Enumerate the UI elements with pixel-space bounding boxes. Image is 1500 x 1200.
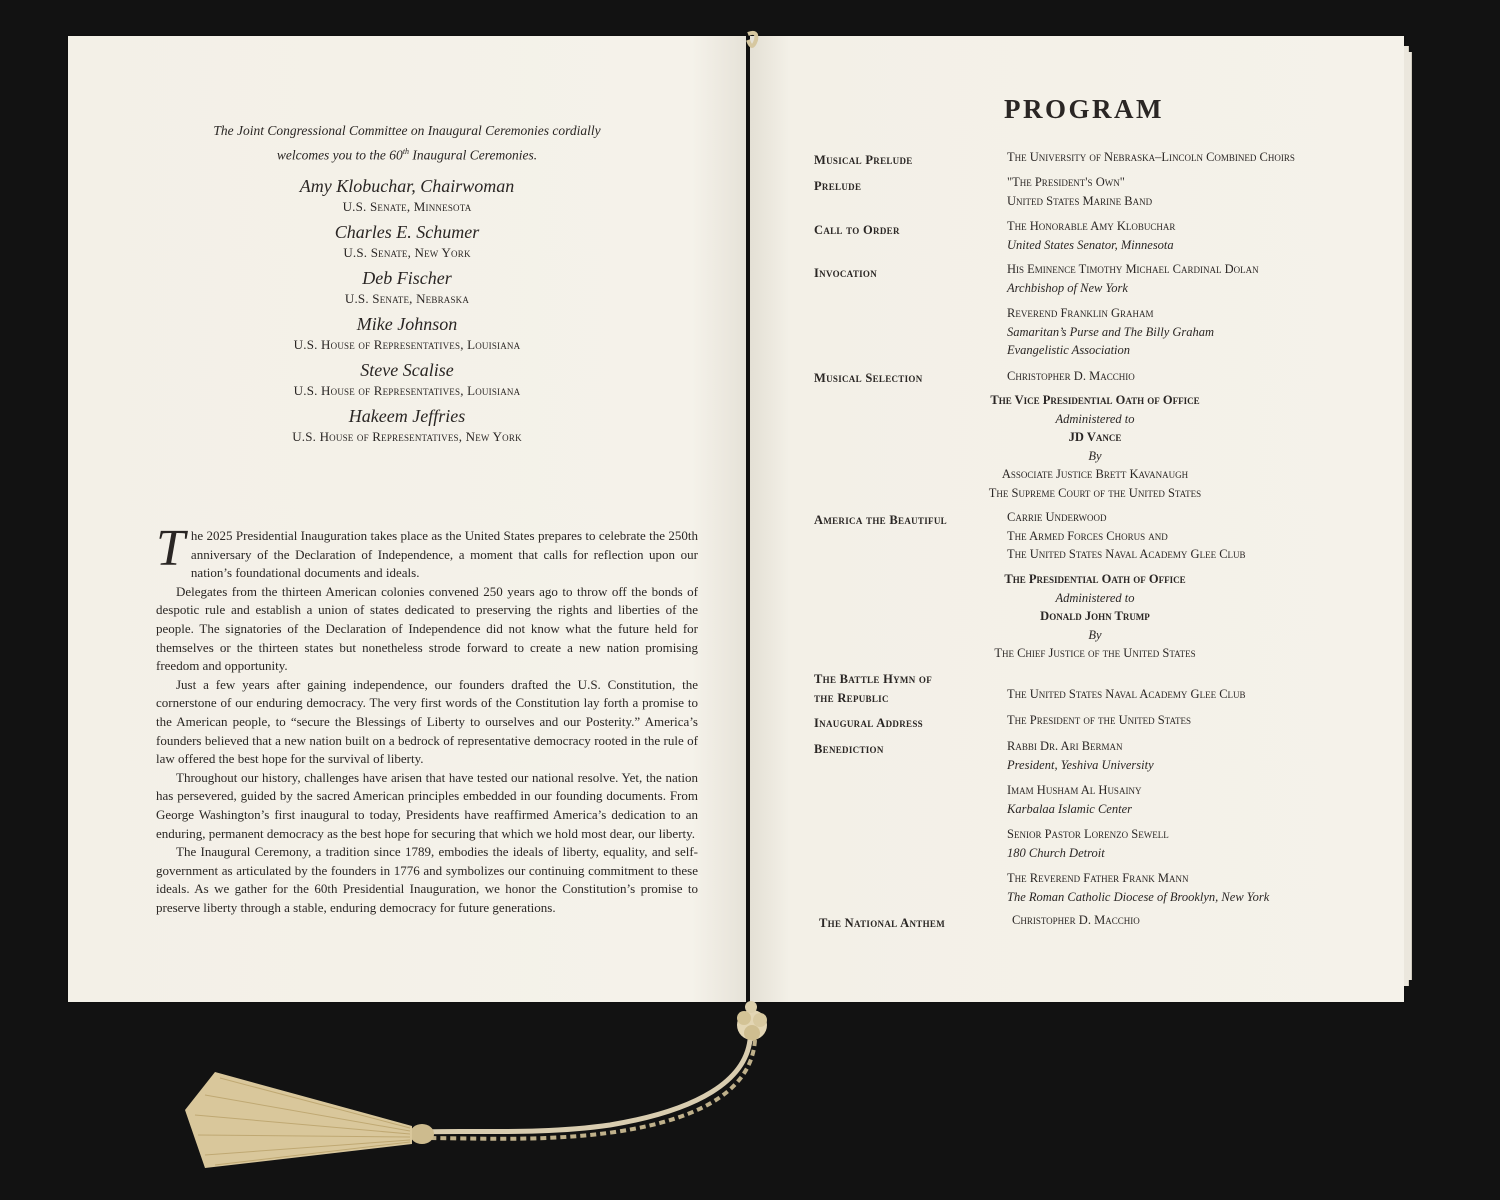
program-label-national-anthem: The National Anthem — [819, 916, 945, 930]
program-label-benediction: Benediction — [814, 742, 884, 756]
member-name: Charles E. Schumer — [334, 221, 480, 242]
tassel-knot — [737, 1001, 767, 1041]
member-name: Deb Fischer — [362, 267, 452, 288]
program-value-musical-prelude: The University of Nebraska–Lincoln Combined Choirs — [1007, 150, 1295, 164]
member-title: U.S. Senate, Nebraska — [344, 290, 470, 306]
program-label-america-the-beautiful: America the Beautiful — [814, 513, 947, 527]
member-title: U.S. House of Representatives, Louisiana — [293, 382, 521, 398]
member-name: Mike Johnson — [356, 313, 458, 334]
program-value-battle-hymn: The United States Naval Academy Glee Club — [1007, 687, 1246, 701]
program-value-national-anthem: Christopher D. Macchio — [1012, 913, 1140, 927]
essay-paragraph: Just a few years after gaining independence, our founders drafted the U.S. Constitution, the cornerstone of our enduring democracy. The very first words of the Constitution lay forth a promise to the American people, to “secure the Blessings of Liberty to ourselves and our Posterity.” America’s founders believed that a new nation built on a bedrock of representative democracy rooted in the rule of law offered the best hope for the survival of liberty. — [156, 676, 698, 767]
program-value-america-the-beautiful: Carrie Underwood The Armed Forces Chorus and The United States Naval Academy Glee Club — [1007, 510, 1246, 561]
program-label-prelude: Prelude — [814, 179, 862, 193]
essay-paragraph: The Inaugural Ceremony, a tradition since 1789, embodies the ideals of liberty, equality, and self-government as articulated by the founders in 1776 and symbolizes our continuing commitment to these ideals. As we gather for the 60th Presidential Inauguration, we honor the Constitution’s promise to preserve liberty through a stable, enduring democracy for future generations. — [156, 844, 698, 915]
program-label-invocation: Invocation — [814, 266, 878, 280]
program-label-battle-hymn: The Battle Hymn of the Republic — [814, 672, 933, 705]
essay-paragraph: The 2025 Presidential Inauguration takes place as the United States prepares to celebrate the 250th anniversary of the Declaration of Independence, a moment that calls for reflection upon our nation’s foundational documents and ideals. — [156, 520, 698, 581]
program-label-musical-selection: Musical Selection — [814, 371, 923, 385]
member-name: Hakeem Jeffries — [348, 405, 466, 426]
program-value-prelude: "The President's Own" United States Marine Band — [1007, 175, 1153, 208]
member-name: Steve Scalise — [360, 359, 454, 380]
drop-cap: T — [156, 520, 185, 577]
program-value-call-to-order: The Honorable Amy Klobuchar United States Senator, Minnesota — [1007, 219, 1176, 252]
tassel-cap — [410, 1124, 434, 1144]
program-label-inaugural-address: Inaugural Address — [814, 716, 923, 730]
program-label-call-to-order: Call to Order — [814, 223, 900, 237]
vp-oath-block: The Vice Presidential Oath of Office Administered to JD Vance By Associate Justice Brett Kavanaugh The Supreme Court of the United States — [988, 393, 1202, 500]
program-label-musical-prelude: Musical Prelude — [814, 153, 913, 167]
member-title: U.S. Senate, New York — [343, 244, 471, 260]
member-name: Amy Klobuchar, Chairwoman — [299, 175, 515, 196]
program-value-musical-selection: Christopher D. Macchio — [1007, 369, 1135, 383]
essay-paragraph: Throughout our history, challenges have arisen that have tested our national resolve. Yet, the nation has persevered, guided by the sacred American principles embedded in our founding documents. From George Washington’s first inaugural to today, Presidents have reaffirmed America’s dedication to an enduring, permanent democracy as the best hope for securing that which we hold most dear, our liberty. — [156, 769, 698, 841]
program-value-benediction: Rabbi Dr. Ari Berman President, Yeshiva University Imam Husham Al Husainy Karbalaa Islamic Center Senior Pastor Lorenzo Sewell 180 Church Detroit The Reverend Father Frank Mann The Roman Catholic Diocese of Brooklyn, New York — [1007, 739, 1270, 904]
member-title: U.S. Senate, Minnesota — [342, 198, 472, 214]
cord — [420, 1040, 750, 1132]
program-value-inaugural-address: The President of the United States — [1007, 713, 1191, 727]
cord-twist — [422, 1040, 755, 1139]
program-value-invocation: His Eminence Timothy Michael Cardinal Dolan Archbishop of New York Reverend Franklin Graham Samaritan’s Purse and The Billy Graham Evangelistic Association — [1007, 262, 1259, 357]
essay-paragraph: Delegates from the thirteen American colonies convened 250 years ago to throw off the bonds of despotic rule and establish a union of states dedicated to preserving the rights and liberties of the people. The signatories of the Declaration of Independence did not know what the future held for themselves or the thirteen states but nonetheless strode forward to create a new nation promising freedom and opportunity. — [156, 583, 698, 674]
member-title: U.S. House of Representatives, New York — [292, 428, 522, 444]
member-title: U.S. House of Representatives, Louisiana — [293, 336, 521, 352]
welcome-text: The Joint Congressional Committee on Inaugural Ceremonies cordially welcomes you to the 60th Inaugural Ceremonies. — [213, 123, 601, 163]
cord-top — [748, 33, 756, 46]
presidential-oath-block: The Presidential Oath of Office Administered to Donald John Trump By The Chief Justice of the United States — [994, 572, 1196, 660]
program-title: PROGRAM — [1004, 94, 1164, 124]
